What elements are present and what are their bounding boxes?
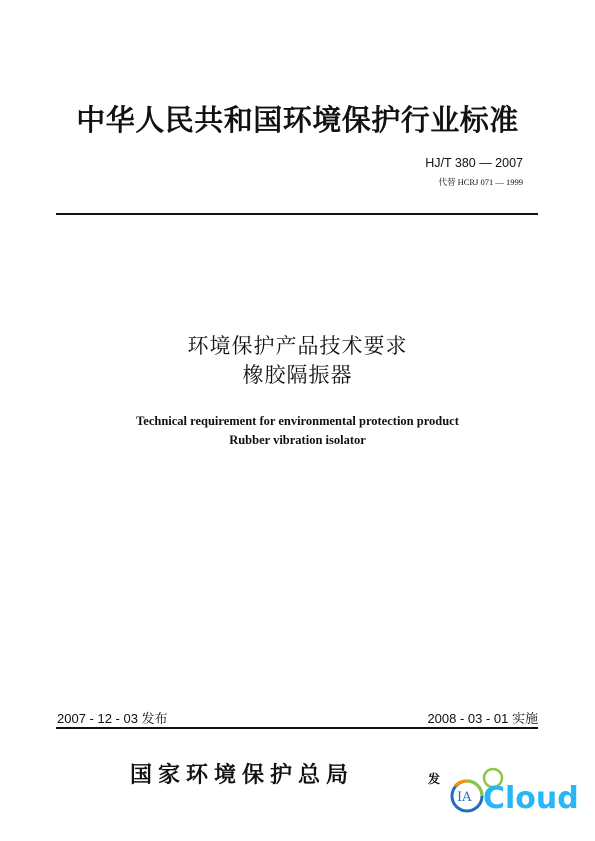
issuing-authority: 国家环境保护总局 <box>130 762 355 788</box>
issue-date: 2007 - 12 - 03 发布 <box>57 711 168 726</box>
standard-number: HJ/T 380 — 2007 <box>425 156 523 170</box>
document-title-zh-line2: 橡胶隔振器 <box>242 363 353 387</box>
implementation-date: 2008 - 03 - 01 实施 <box>427 711 538 726</box>
replaced-standard: 代替 HCRJ 071 — 1999 <box>438 177 523 187</box>
logo-cloud-text: Cloud <box>483 781 579 816</box>
logo-ia-text: IA <box>457 790 472 805</box>
top-divider <box>56 213 538 215</box>
standard-category-title: 中华人民共和国环境保护行业标准 <box>76 103 519 137</box>
document-title-en-line1: Technical requirement for environmental protection product <box>136 414 459 428</box>
iacloud-logo-icon <box>445 760 595 820</box>
bottom-divider <box>56 727 538 729</box>
document-title-en-line2: Rubber vibration isolator <box>229 433 366 447</box>
document-title-zh-line1: 环境保护产品技术要求 <box>187 334 408 358</box>
issue-mark: 发 <box>428 772 441 786</box>
